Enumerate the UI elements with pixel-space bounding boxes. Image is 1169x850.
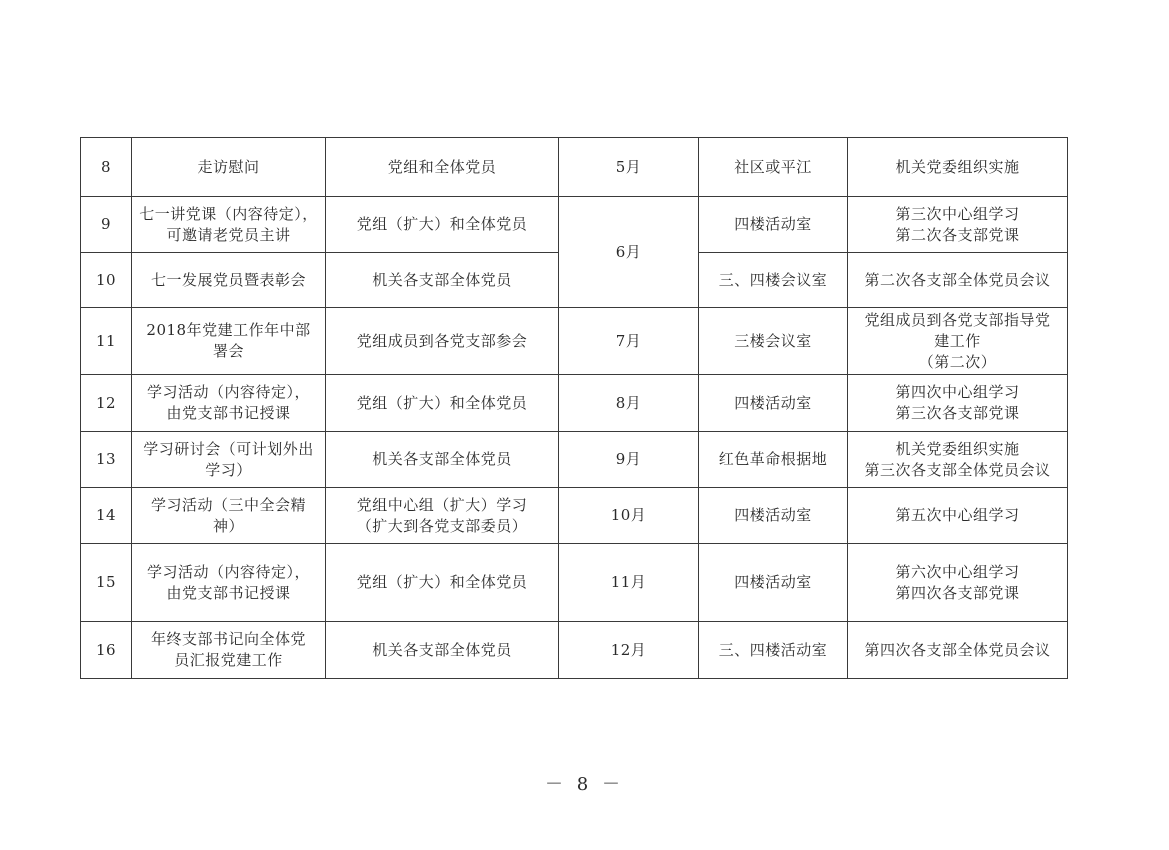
- remarks-cell: 第六次中心组学习 第四次各支部党课: [848, 544, 1068, 622]
- location-cell: 三、四楼活动室: [699, 622, 848, 679]
- month-cell: 8月: [559, 375, 699, 432]
- location-cell: 三、四楼会议室: [699, 253, 848, 308]
- table-row: [81, 622, 1068, 679]
- table-row: [81, 375, 1068, 432]
- month-cell: 6月: [559, 197, 699, 308]
- activity-cell: 七一发展党员暨表彰会: [132, 253, 326, 308]
- remarks-cell: 机关党委组织实施: [848, 138, 1068, 197]
- participants-cell: 党组（扩大）和全体党员: [326, 544, 559, 622]
- month-cell: 5月: [559, 138, 699, 197]
- location-cell: 社区或平江: [699, 138, 848, 197]
- activity-cell: 年终支部书记向全体党 员汇报党建工作: [132, 622, 326, 679]
- table-row: [81, 488, 1068, 544]
- activity-cell: 走访慰问: [132, 138, 326, 197]
- remarks-cell: 党组成员到各党支部指导党 建工作 （第二次）: [848, 308, 1068, 375]
- table-row: [81, 308, 1068, 375]
- row-number: 9: [81, 197, 132, 253]
- month-cell: 7月: [559, 308, 699, 375]
- participants-cell: 机关各支部全体党员: [326, 432, 559, 488]
- month-cell: 12月: [559, 622, 699, 679]
- activity-cell: 学习研讨会（可计划外出 学习）: [132, 432, 326, 488]
- table-row: [81, 197, 1068, 253]
- participants-cell: 党组（扩大）和全体党员: [326, 375, 559, 432]
- location-cell: 四楼活动室: [699, 544, 848, 622]
- location-cell: 四楼活动室: [699, 488, 848, 544]
- participants-cell: 党组成员到各党支部参会: [326, 308, 559, 375]
- participants-cell: 党组中心组（扩大）学习 （扩大到各党支部委员）: [326, 488, 559, 544]
- row-number: 13: [81, 432, 132, 488]
- activity-cell: 2018年党建工作年中部 署会: [132, 308, 326, 375]
- activity-cell: 学习活动（内容待定）， 由党支部书记授课: [132, 544, 326, 622]
- remarks-cell: 第四次中心组学习 第三次各支部党课: [848, 375, 1068, 432]
- row-number: 12: [81, 375, 132, 432]
- participants-cell: 党组（扩大）和全体党员: [326, 197, 559, 253]
- activity-cell: 七一讲党课（内容待定）， 可邀请老党员主讲: [132, 197, 326, 253]
- remarks-cell: 第二次各支部全体党员会议: [848, 253, 1068, 308]
- row-number: 15: [81, 544, 132, 622]
- location-cell: 四楼活动室: [699, 375, 848, 432]
- remarks-cell: 第三次中心组学习 第二次各支部党课: [848, 197, 1068, 253]
- row-number: 14: [81, 488, 132, 544]
- participants-cell: 机关各支部全体党员: [326, 253, 559, 308]
- month-cell: 11月: [559, 544, 699, 622]
- location-cell: 三楼会议室: [699, 308, 848, 375]
- participants-cell: 党组和全体党员: [326, 138, 559, 197]
- activity-schedule-table: [80, 137, 1068, 679]
- row-number: 8: [81, 138, 132, 197]
- row-number: 10: [81, 253, 132, 308]
- remarks-cell: 机关党委组织实施 第三次各支部全体党员会议: [848, 432, 1068, 488]
- remarks-cell: 第五次中心组学习: [848, 488, 1068, 544]
- participants-cell: 机关各支部全体党员: [326, 622, 559, 679]
- table-row: [81, 138, 1068, 197]
- month-cell: 9月: [559, 432, 699, 488]
- location-cell: 红色革命根据地: [699, 432, 848, 488]
- row-number: 16: [81, 622, 132, 679]
- table-row: [81, 544, 1068, 622]
- remarks-cell: 第四次各支部全体党员会议: [848, 622, 1068, 679]
- activity-cell: 学习活动（三中全会精 神）: [132, 488, 326, 544]
- table-row: [81, 432, 1068, 488]
- location-cell: 四楼活动室: [699, 197, 848, 253]
- activity-cell: 学习活动（内容待定）， 由党支部书记授课: [132, 375, 326, 432]
- page-number: － 8 －: [545, 774, 624, 795]
- row-number: 11: [81, 308, 132, 375]
- month-cell: 10月: [559, 488, 699, 544]
